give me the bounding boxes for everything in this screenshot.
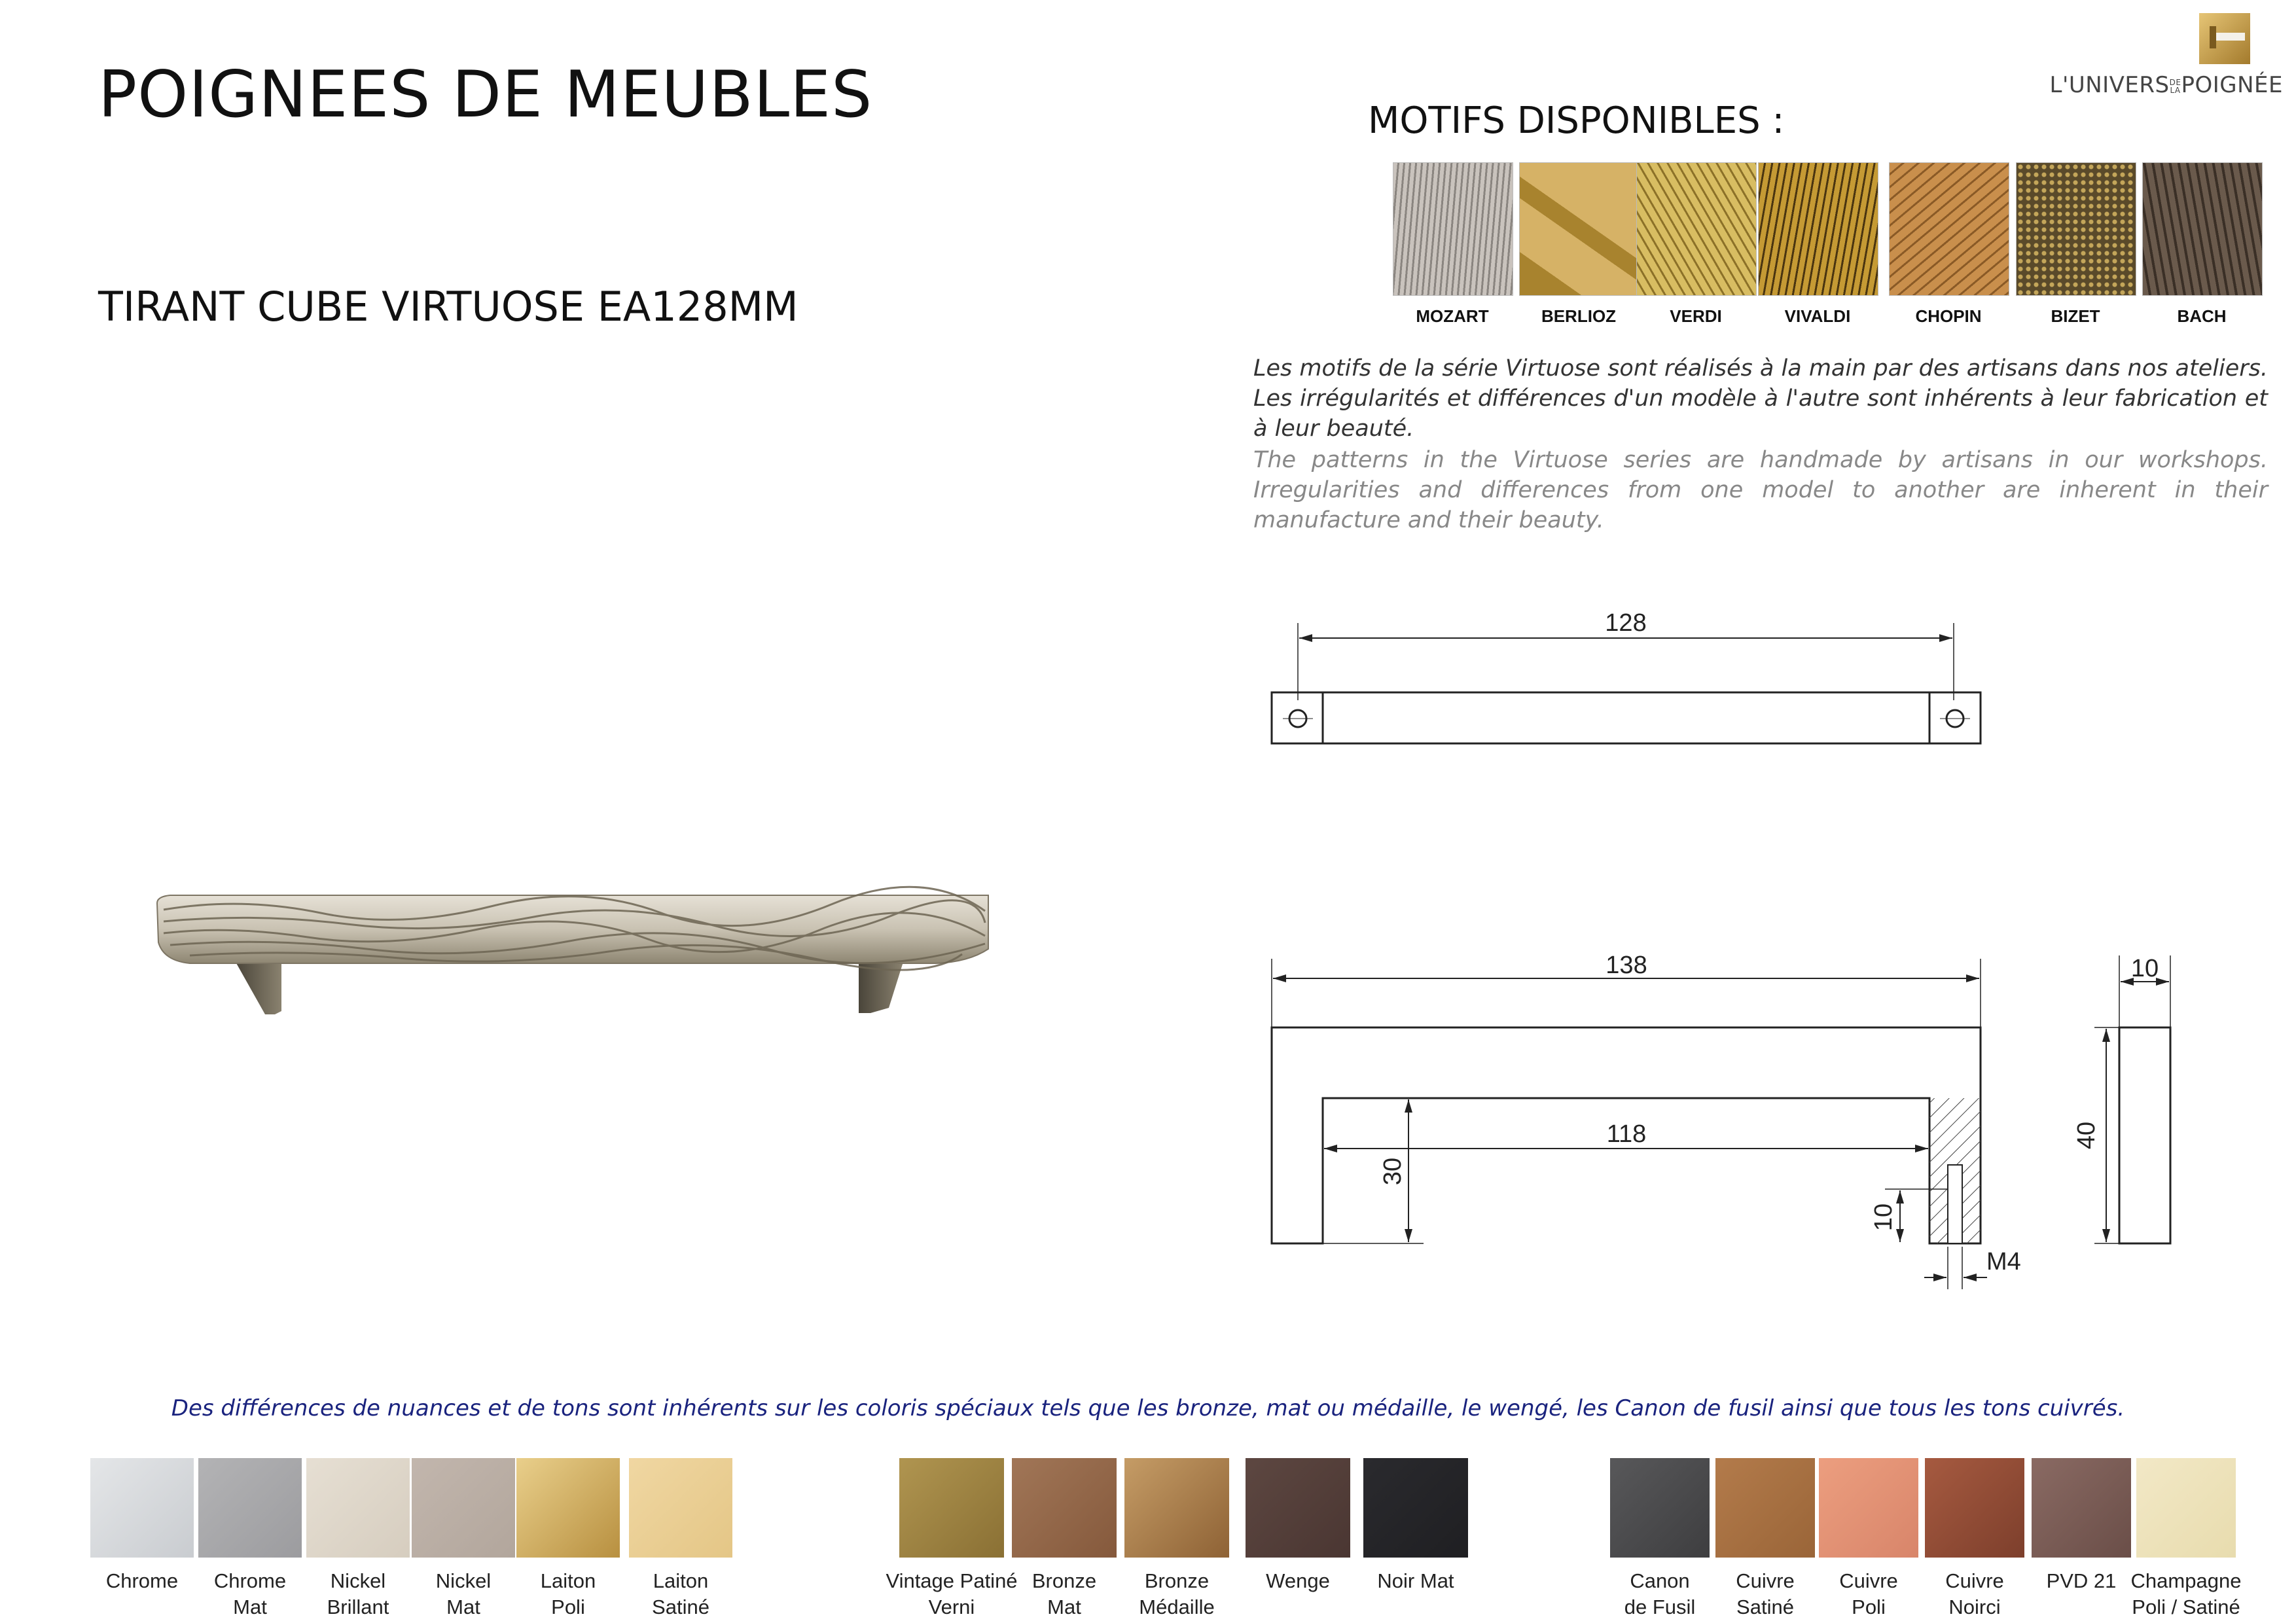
finish-label-line1: Canon [1630,1569,1690,1592]
brand-logo [2034,13,2283,105]
finish-label-line2: Verni [928,1596,975,1618]
finish-label [609,1568,752,1620]
finish-swatch-cuivre-satin- [1715,1458,1815,1558]
finish-swatch-bronze-mat [1012,1458,1117,1558]
finish-label-line1: Cuivre [1736,1569,1795,1592]
dim-30: 30 [1379,1157,1407,1186]
finish-label-line1: Chrome [105,1569,179,1592]
finish-label-line2: Noirci [1948,1596,2001,1618]
brand-name: L'UNIVERSDE LAPOIGNÉE [2049,72,2283,98]
finish-swatch-nickel-brillant [306,1458,410,1558]
finish-swatch-vintage-patin-verni [899,1458,1004,1558]
finish-label-line1: Noir Mat [1377,1569,1454,1592]
finish-swatch-chrome [90,1458,194,1558]
motif-label: VIVALDI [1784,306,1851,326]
motif-swatch-mozart [1393,162,1513,296]
side-view [2094,955,2170,1243]
motif-swatch-berlioz [1519,162,1640,296]
dim-side-10: 10 [2130,955,2159,982]
finish-swatch-cuivre-poli [1819,1458,1918,1558]
motif-swatch-vivaldi [1758,162,1878,296]
description-fr: Les motifs de la série Virtuose sont réalisés à la main par des artisans dans nos ateliers. Les irrégularités et différences d'un modèle à l'autre sont inhérents à leur fabrication et à leur beauté. [1253,355,2268,442]
finish-swatch-bronze-m-daille [1124,1458,1229,1558]
dim-138: 138 [1605,952,1647,979]
finish-label-line1: Laiton [653,1569,709,1592]
motif-label: VERDI [1670,306,1722,326]
finish-label-line1: Laiton [540,1569,596,1592]
motif-swatch-chopin [1889,162,2009,296]
finish-swatch-wenge [1246,1458,1350,1558]
finish-label-line2: Satiné [652,1596,709,1618]
handle-product-image [151,877,1001,1034]
finish-swatch-cuivre-noirci [1925,1458,2024,1558]
finish-label-line2: Poli [1852,1596,1886,1618]
finish-label-line1: Vintage Patiné [886,1569,1018,1592]
finish-label-line1: Champagne [2130,1569,2242,1592]
finish-swatch-canon-de-fusil [1610,1458,1710,1558]
finish-label-line2: Poli [551,1596,585,1618]
finish-label-line1: Cuivre [1945,1569,2004,1592]
dim-40: 40 [2073,1121,2100,1150]
finish-swatch-pvd-21 [2032,1458,2131,1558]
finish-label [1344,1568,1488,1594]
finish-label-line2: Satiné [1736,1596,1794,1618]
finish-label [2117,1568,2255,1620]
finish-label-line1: PVD 21 [2046,1569,2117,1592]
dim-10-thread: 10 [1870,1203,1897,1232]
finish-label-line1: Bronze [1031,1569,1097,1592]
finish-label-line2: Mat [446,1596,480,1618]
technical-drawing [1244,589,2225,1309]
motif-label: BERLIOZ [1541,306,1617,326]
finish-label-line1: Wenge [1266,1569,1330,1592]
motif-swatch-verdi [1636,162,1757,296]
finish-label-line2: Mat [233,1596,267,1618]
door-handle-logo-icon [2199,13,2250,64]
finish-label-line1: Bronze [1144,1569,1210,1592]
finish-swatch-chrome-mat [198,1458,302,1558]
finish-label-line2: Brillant [327,1596,389,1618]
finish-label-line2: Médaille [1139,1596,1215,1618]
finish-label-line1: Cuivre [1839,1569,1898,1592]
top-view [1272,623,1981,743]
finish-label-line1: Nickel [330,1569,386,1592]
motif-label: BIZET [2051,306,2100,326]
product-name: TIRANT CUBE VIRTUOSE EA128MM [98,283,798,330]
finish-swatch-laiton-satin- [629,1458,732,1558]
motif-label: BACH [2177,306,2227,326]
finish-label-line1: Chrome [213,1569,287,1592]
finish-swatch-champagne-poli-satin- [2136,1458,2236,1558]
dim-118: 118 [1606,1120,1647,1148]
dim-m4: M4 [1986,1248,2021,1275]
finish-label-line1: Nickel [435,1569,492,1592]
finish-label-line2: de Fusil [1624,1596,1696,1618]
finish-swatch-noir-mat [1363,1458,1468,1558]
motif-label: CHOPIN [1915,306,1982,326]
finish-swatch-laiton-poli [516,1458,620,1558]
motif-label: MOZART [1416,306,1489,326]
dim-128: 128 [1605,609,1647,637]
page-title: POIGNEES DE MEUBLES [98,58,873,132]
description-en: The patterns in the Virtuose series are handmade by artisans in our workshops. Irregularities and differences from one model to another are inherent in their manufacture and their beauty. [1253,447,2268,533]
motif-swatch-bizet [2016,162,2136,296]
finish-note: Des différences de nuances et de tons sont inhérents sur les coloris spéciaux tels que les bronze, mat ou médaille, le wengé, les Canon de fusil ainsi que tous les tons cuivrés. [171,1395,2125,1421]
finish-swatch-nickel-mat [412,1458,515,1558]
motifs-heading: MOTIFS DISPONIBLES : [1368,99,1785,142]
motif-swatch-bach [2142,162,2263,296]
finish-label-line2: Mat [1047,1596,1081,1618]
finish-label-line2: Poli / Satiné [2132,1596,2240,1618]
